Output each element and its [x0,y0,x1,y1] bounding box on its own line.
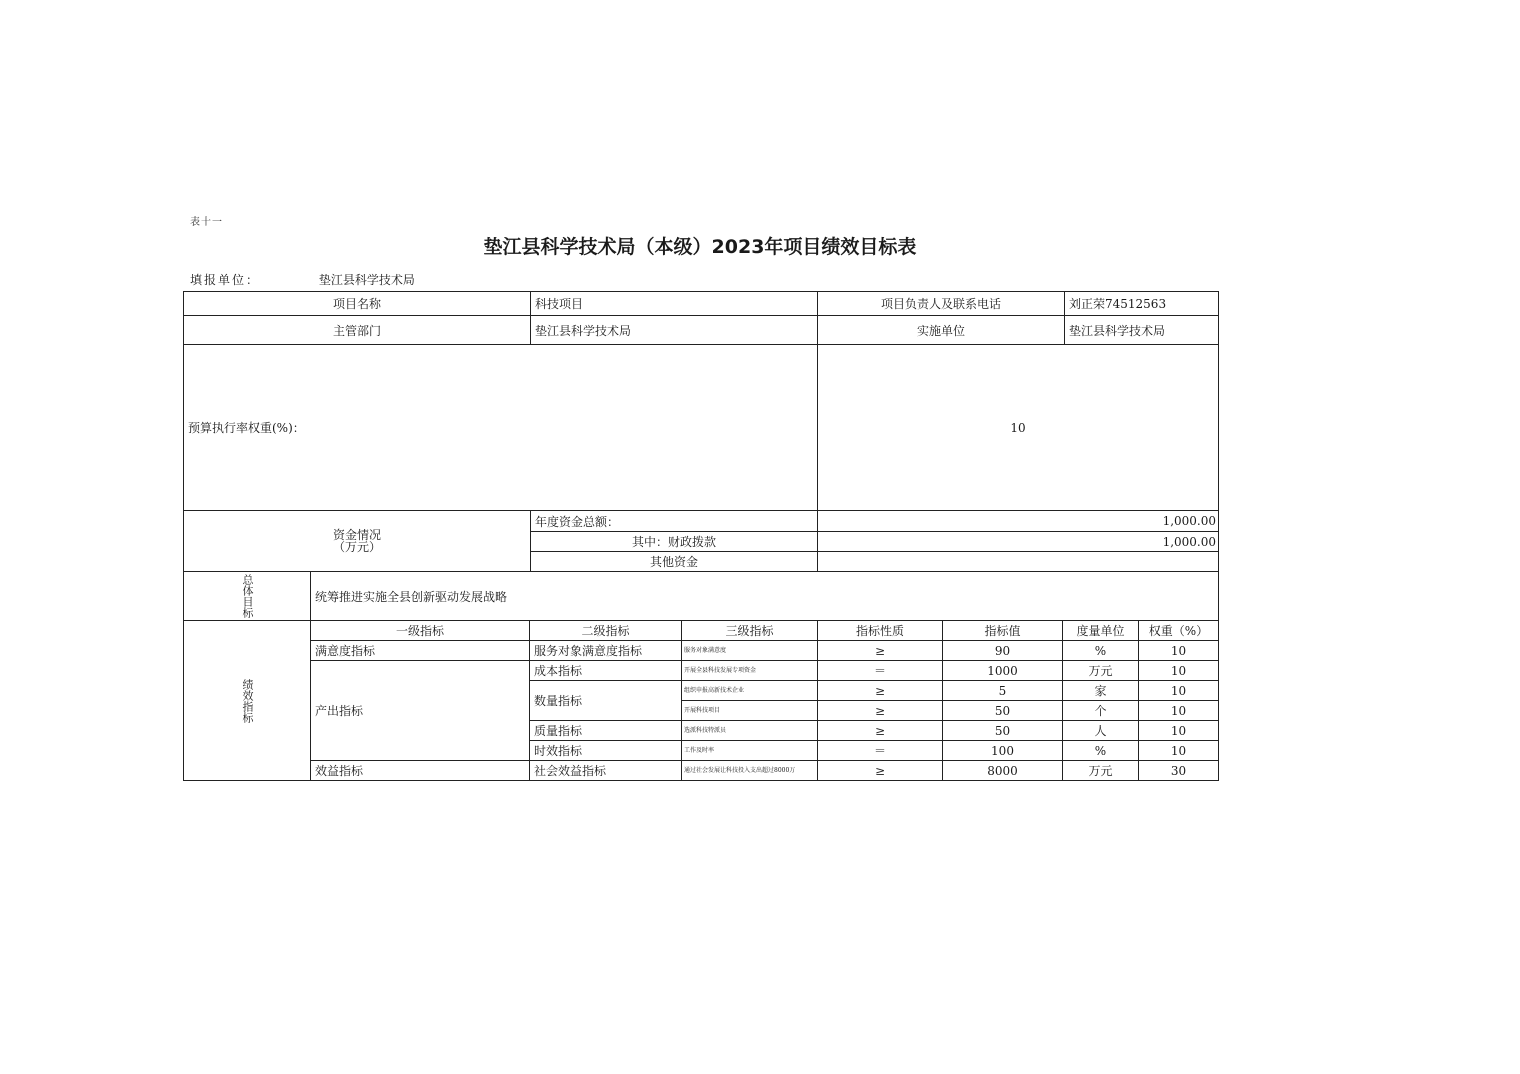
level2-cost: 成本指标 [529,660,682,681]
indicator-row-l3: 选派科技特派员 [681,720,818,741]
indicator-row-nature: ＝ [817,740,943,761]
budget-rate-label: 预算执行率权重(%)： [183,344,818,511]
funds-label-cell [183,510,531,572]
header-weight: 权重（%） [1138,620,1219,641]
indicator-row-value: 1000 [942,660,1063,681]
header-level3: 三级指标 [681,620,818,641]
level1-output: 产出指标 [310,660,530,761]
funds-other-label: 其他资金 [530,551,818,572]
indicator-row-value: 50 [942,720,1063,741]
project-name-label: 项目名称 [183,291,531,316]
indicator-row-unit: 万元 [1062,760,1139,781]
indicators-label: 绩效指标 [241,678,254,723]
level2-quality: 质量指标 [529,720,682,741]
indicator-row-l3: 通过社会发展让科技投入支出超过8000万 [681,760,818,781]
indicator-row-l3: 开展全县科技发展专项资金 [681,660,818,681]
indicator-row-l3: 组织申报高新技术企业 [681,680,818,701]
indicator-row-weight: 30 [1138,760,1219,781]
header-level2: 二级指标 [529,620,682,641]
funds-label: 资金情况 [332,528,381,542]
dept-value: 垫江县科学技术局 [530,315,818,345]
level1-benefit: 效益指标 [310,760,530,781]
budget-rate-value: 10 [817,344,1219,511]
header-nature: 指标性质 [817,620,943,641]
impl-value: 垫江县科学技术局 [1064,315,1219,345]
indicator-row-value: 8000 [942,760,1063,781]
funds-other-value [817,551,1219,572]
indicator-row-nature: ≥ [817,680,943,701]
indicator-row-nature: ≥ [817,720,943,741]
indicator-row-unit: % [1062,740,1139,761]
filler-unit-line [190,271,415,288]
indicator-row-l3: 工作及时率 [681,740,818,761]
indicator-row-unit: 家 [1062,680,1139,701]
indicator-row-weight: 10 [1138,700,1219,721]
indicator-row-unit: 万元 [1062,660,1139,681]
performance-goal-table [183,291,1219,781]
indicator-row-weight: 10 [1138,660,1219,681]
indicator-row-unit: % [1062,640,1139,661]
level1-satisfaction: 满意度指标 [310,640,530,661]
indicator-row-weight: 10 [1138,680,1219,701]
header-value: 指标值 [942,620,1063,641]
contact-value: 刘正荣74512563 [1064,291,1219,316]
funds-fiscal-value: 1,000.00 [817,531,1219,552]
page-title: 垫江县科学技术局（本级）2023年项目绩效目标表 [483,236,917,258]
indicator-row-unit: 人 [1062,720,1139,741]
indicator-row-nature: ＝ [817,660,943,681]
goal-label: 总体目标 [241,574,254,618]
level2-quantity: 数量指标 [529,680,682,721]
filler-unit-label: 填报单位： [190,273,261,287]
level2-timeliness: 时效指标 [529,740,682,761]
indicator-row-nature: ≥ [817,760,943,781]
indicator-row-weight: 10 [1138,640,1219,661]
indicator-row-l3: 服务对象满意度 [681,640,818,661]
level2-social-benefit: 社会效益指标 [529,760,682,781]
funds-total-label: 年度资金总额： [530,510,818,532]
indicator-row-value: 5 [942,680,1063,701]
header-unit: 度量单位 [1062,620,1139,641]
indicator-row-weight: 10 [1138,720,1219,741]
funds-fiscal-label: 其中：财政拨款 [530,531,818,552]
goal-text: 统筹推进实施全县创新驱动发展战略 [310,571,1219,621]
indicator-row-value: 50 [942,700,1063,721]
indicator-row-nature: ≥ [817,700,943,721]
funds-total-value: 1,000.00 [817,510,1219,532]
document-code: 表十一 [190,217,223,228]
indicator-row-value: 90 [942,640,1063,661]
indicator-row-value: 100 [942,740,1063,761]
funds-unit: （万元） [332,540,381,554]
project-name-value: 科技项目 [530,291,818,316]
header-level1: 一级指标 [310,620,530,641]
indicator-row-nature: ≥ [817,640,943,661]
filler-unit-value: 垫江县科学技术局 [318,273,415,287]
indicator-row-unit: 个 [1062,700,1139,721]
indicator-row-l3: 开展科技项目 [681,700,818,721]
contact-label: 项目负责人及联系电话 [817,291,1065,316]
impl-label: 实施单位 [817,315,1065,345]
level2-service-satisfaction: 服务对象满意度指标 [529,640,682,661]
goal-label-cell [183,571,311,621]
indicators-label-cell [183,620,311,781]
indicator-row-weight: 10 [1138,740,1219,761]
dept-label: 主管部门 [183,315,531,345]
